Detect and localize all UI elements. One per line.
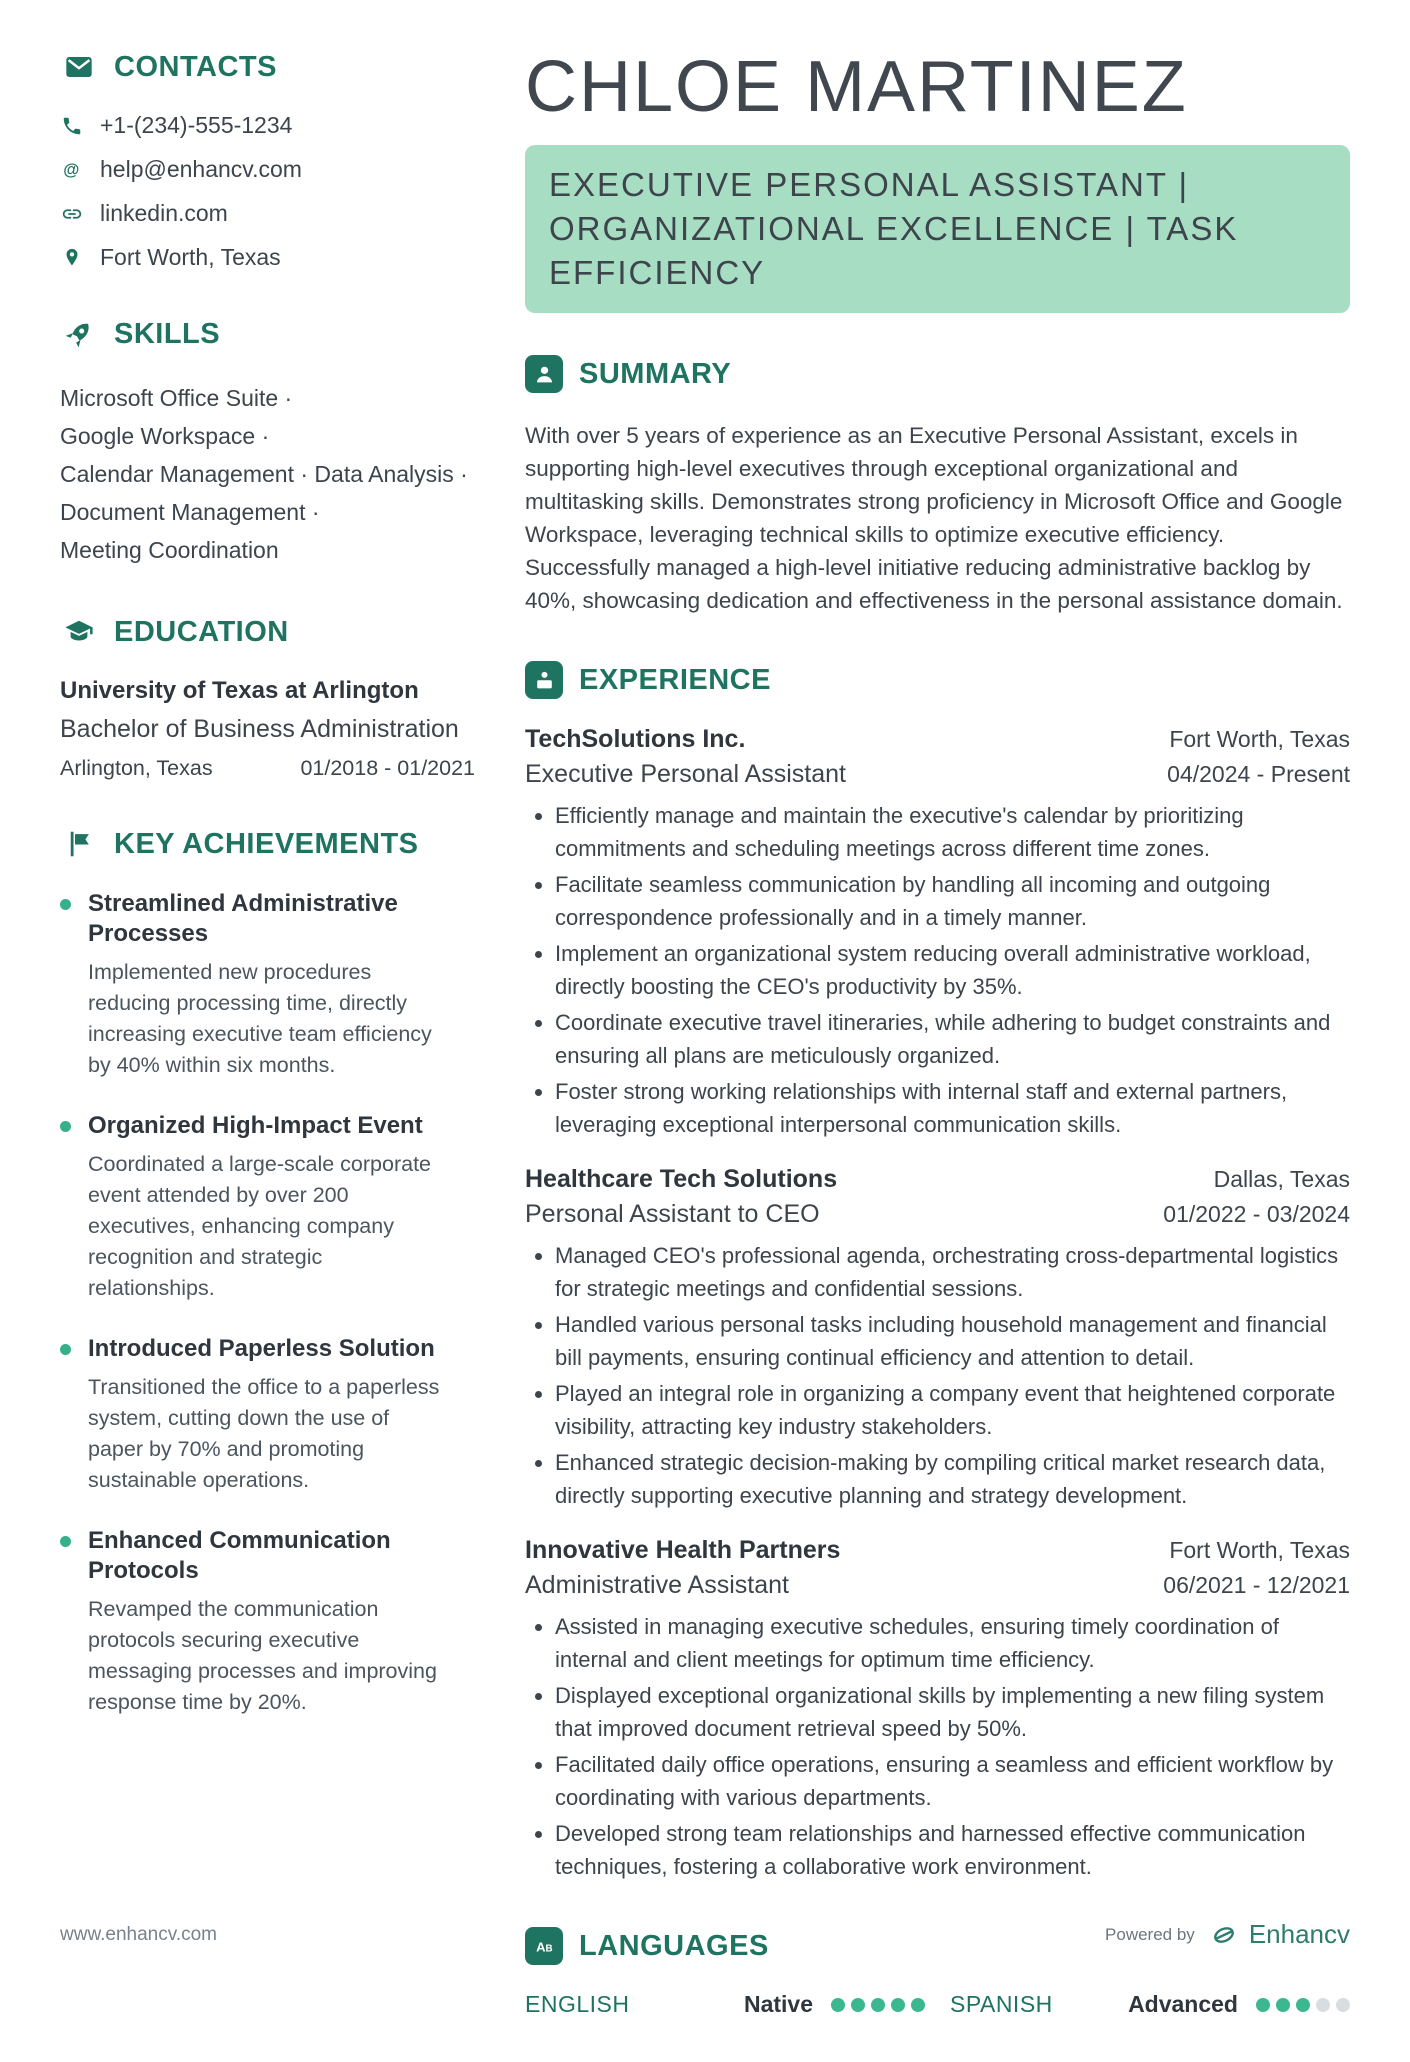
contact-email-link[interactable]: help@enhancv.com <box>100 156 302 182</box>
language-level-dot <box>1336 1998 1350 2012</box>
language-level-dots <box>1256 1998 1350 2012</box>
enhancv-brand-text: Enhancv <box>1248 1919 1350 1949</box>
achievement-description: Revamped the communication protocols securing executive messaging processes and improving response time by 20%. <box>88 1597 437 1714</box>
section-contacts <box>60 48 475 271</box>
main-column <box>525 48 1350 2062</box>
contact-phone-text: +1-(234)-555-1234 <box>100 112 293 138</box>
job-bullet: • Implement an organizational system reducing overall administrative workload, directly boosting the CEO's productivity by 35%. <box>555 937 1350 1003</box>
language-level-dot <box>911 1998 925 2012</box>
summary-heading <box>525 355 1350 393</box>
achievement-item <box>60 1334 475 1496</box>
job-bullet: • Efficiently manage and maintain the executive's calendar by prioritizing commitments and scheduling meetings across different time zones. <box>555 799 1350 865</box>
job-bullet: • Developed strong team relationships and harnessed effective communication techniques, fostering a collaborative work environment. <box>555 1817 1350 1883</box>
section-achievements <box>60 825 475 1718</box>
contact-location-text: Fort Worth, Texas <box>100 244 281 270</box>
section-skills <box>60 315 475 569</box>
job-company: TechSolutions Inc. <box>525 725 746 754</box>
contact-list <box>60 112 475 271</box>
language-level-dot <box>1256 1998 1270 2012</box>
language-level-dot <box>831 1998 845 2012</box>
education-dates: 01/2018 - 01/2021 <box>300 756 475 780</box>
job-bullet: • Assisted in managing executive schedules, ensuring timely coordination of internal and client meetings for optimum time efficiency. <box>555 1610 1350 1676</box>
powered-by <box>1105 1919 1350 1950</box>
envelope-icon <box>60 48 98 86</box>
education-location: Arlington, Texas <box>60 756 213 780</box>
language-name: SPANISH <box>950 1991 1053 2018</box>
contact-item-email <box>60 156 475 183</box>
job-bullet: • Enhanced strategic decision-making by compiling critical market research data, directly supporting executive planning and strategy development. <box>555 1446 1350 1512</box>
job-role: Personal Assistant to CEO <box>525 1200 820 1229</box>
job-bullet: • Handled various personal tasks including household management and financial bill payments, ensuring continual efficiency and attention to detail. <box>555 1308 1350 1374</box>
job-location: Fort Worth, Texas <box>1169 1537 1350 1564</box>
skill-line: Document Management · <box>60 499 320 525</box>
job-bullet: • Displayed exceptional organizational skills by implementing a new filing system that improved document retrieval speed by 50%. <box>555 1679 1350 1745</box>
contact-item-phone <box>60 112 475 139</box>
job-dates: 06/2021 - 12/2021 <box>1163 1572 1350 1599</box>
education-heading <box>60 613 475 651</box>
job-bullet-list <box>525 1610 1350 1883</box>
languages-list <box>525 1991 1350 2018</box>
education-entry <box>60 677 475 781</box>
contact-item-location <box>60 244 475 271</box>
skill-line: Microsoft Office Suite · <box>60 385 293 411</box>
skills-heading <box>60 315 475 353</box>
contact-linkedin-link[interactable]: linkedin.com <box>100 200 228 226</box>
job-role: Administrative Assistant <box>525 1571 789 1600</box>
job-bullet-list <box>525 1239 1350 1512</box>
section-title-languages: LANGUAGES <box>579 1929 769 1962</box>
language-level-dot <box>891 1998 905 2012</box>
skill-line: Meeting Coordination <box>60 537 279 563</box>
achievement-description: Implemented new procedures reducing processing time, directly increasing executive team efficiency by 40% within six months. <box>88 960 432 1077</box>
job-bullet: • Played an integral role in organizing a company event that heightened corporate visibility, attracting key industry stakeholders. <box>555 1377 1350 1443</box>
achievement-description: Coordinated a large-scale corporate event attended by over 200 executives, enhancing company recognition and strategic relationships. <box>88 1152 432 1300</box>
achievement-title: Streamlined Administrative Processes <box>88 890 398 947</box>
language-item <box>950 1991 1350 2018</box>
contact-item-linkedin <box>60 200 475 227</box>
summary-text: With over 5 years of experience as an Executive Personal Assistant, excels in supporting high-level executives through exceptional organizational and multitasking skills. Demonstrates strong proficiency in Microsoft Office and Google Workspace, leveraging technical skills to optimize executive efficiency. Successfully managed a high-level initiative reducing administrative backlog by 40%, showcasing dedication and effectiveness in the personal assistance domain. <box>525 423 1343 614</box>
powered-by-label: Powered by <box>1105 1924 1195 1944</box>
headline-band: EXECUTIVE PERSONAL ASSISTANT | ORGANIZATIONAL EXCELLENCE | TASK EFFICIENCY <box>525 145 1350 313</box>
skills-list <box>60 379 475 569</box>
achievement-description: Transitioned the office to a paperless system, cutting down the use of paper by 70% and promoting sustainable operations. <box>88 1375 440 1492</box>
achievement-bullet-icon <box>60 1121 71 1132</box>
language-level-dot <box>1276 1998 1290 2012</box>
job-bullet: • Foster strong working relationships with internal staff and external partners, leveraging exceptional interpersonal communication skills. <box>555 1075 1350 1141</box>
skill-line: Google Workspace · <box>60 423 270 449</box>
flag-icon <box>60 825 98 863</box>
job-bullet: • Facilitated daily office operations, ensuring a seamless and efficient workflow by coordinating with various departments. <box>555 1748 1350 1814</box>
language-name: ENGLISH <box>525 1991 630 2018</box>
enhancv-logo-icon <box>1207 1922 1241 1948</box>
job-bullet: • Coordinate executive travel itineraries, while adhering to budget constraints and ensuring all plans are meticulously organized. <box>555 1006 1350 1072</box>
section-summary <box>525 355 1350 617</box>
section-title-skills: SKILLS <box>114 317 221 350</box>
section-title-education: EDUCATION <box>114 615 289 648</box>
person-icon <box>525 355 563 393</box>
experience-heading <box>525 661 1350 699</box>
achievements-heading <box>60 825 475 863</box>
job-role: Executive Personal Assistant <box>525 760 846 789</box>
language-level: Native <box>743 1991 813 2018</box>
skill-line: Calendar Management · Data Analysis · <box>60 461 468 487</box>
job-company: Innovative Health Partners <box>525 1536 841 1565</box>
location-pin-icon <box>60 246 84 270</box>
job-dates: 04/2024 - Present <box>1167 761 1350 788</box>
page-footer <box>60 1919 1350 1950</box>
link-icon <box>60 202 84 226</box>
job-bullet: • Managed CEO's professional agenda, orchestrating cross-departmental logistics for strategic meetings and confidential sessions. <box>555 1239 1350 1305</box>
job-bullet-list <box>525 799 1350 1141</box>
section-education <box>60 613 475 781</box>
person-briefcase-icon <box>525 661 563 699</box>
job-bullet: • Facilitate seamless communication by handling all incoming and outgoing correspondence professionally and in a timely manner. <box>555 868 1350 934</box>
language-level-dots <box>831 1998 925 2012</box>
language-item <box>525 1991 925 2018</box>
svg-text:B: B <box>545 1943 553 1955</box>
language-level-dot <box>871 1998 885 2012</box>
job-company: Healthcare Tech Solutions <box>525 1165 838 1194</box>
achievement-bullet-icon <box>60 1344 71 1355</box>
education-school: University of Texas at Arlington <box>60 677 419 704</box>
graduation-cap-icon <box>60 613 98 651</box>
achievement-bullet-icon <box>60 899 71 910</box>
achievement-title: Introduced Paperless Solution <box>88 1335 435 1362</box>
phone-icon <box>60 114 84 138</box>
achievement-item <box>60 1526 475 1718</box>
candidate-name: CHLOE MARTINEZ <box>525 47 1188 127</box>
section-title-achievements: KEY ACHIEVEMENTS <box>114 827 419 860</box>
svg-text:@: @ <box>63 160 80 179</box>
job-location: Fort Worth, Texas <box>1169 726 1350 753</box>
rocket-icon <box>60 315 98 353</box>
achievement-title: Enhanced Communication Protocols <box>88 1527 391 1584</box>
achievement-item <box>60 889 475 1081</box>
sidebar <box>60 48 475 2062</box>
experience-job <box>525 1536 1350 1883</box>
job-location: Dallas, Texas <box>1213 1166 1350 1193</box>
experience-job <box>525 725 1350 1141</box>
achievement-title: Organized High-Impact Event <box>88 1112 423 1139</box>
language-level-dot <box>851 1998 865 2012</box>
language-level-dot <box>1296 1998 1310 2012</box>
section-experience <box>525 661 1350 1883</box>
section-title-experience: EXPERIENCE <box>579 663 771 696</box>
language-level: Advanced <box>1128 1991 1238 2018</box>
resume-page <box>60 48 1350 2062</box>
achievement-bullet-icon <box>60 1536 71 1547</box>
enhancv-brand[interactable] <box>1207 1919 1350 1950</box>
achievement-item <box>60 1111 475 1304</box>
experience-job <box>525 1165 1350 1512</box>
at-icon <box>60 158 84 182</box>
education-degree: Bachelor of Business Administration <box>60 715 459 743</box>
language-level-dot <box>1316 1998 1330 2012</box>
enhancv-site-link[interactable]: www.enhancv.com <box>60 1923 217 1945</box>
contacts-heading <box>60 48 475 86</box>
section-title-summary: SUMMARY <box>579 357 732 390</box>
svg-text:A: A <box>535 1939 546 1955</box>
section-title-contacts: CONTACTS <box>114 50 277 83</box>
job-dates: 01/2022 - 03/2024 <box>1163 1201 1350 1228</box>
